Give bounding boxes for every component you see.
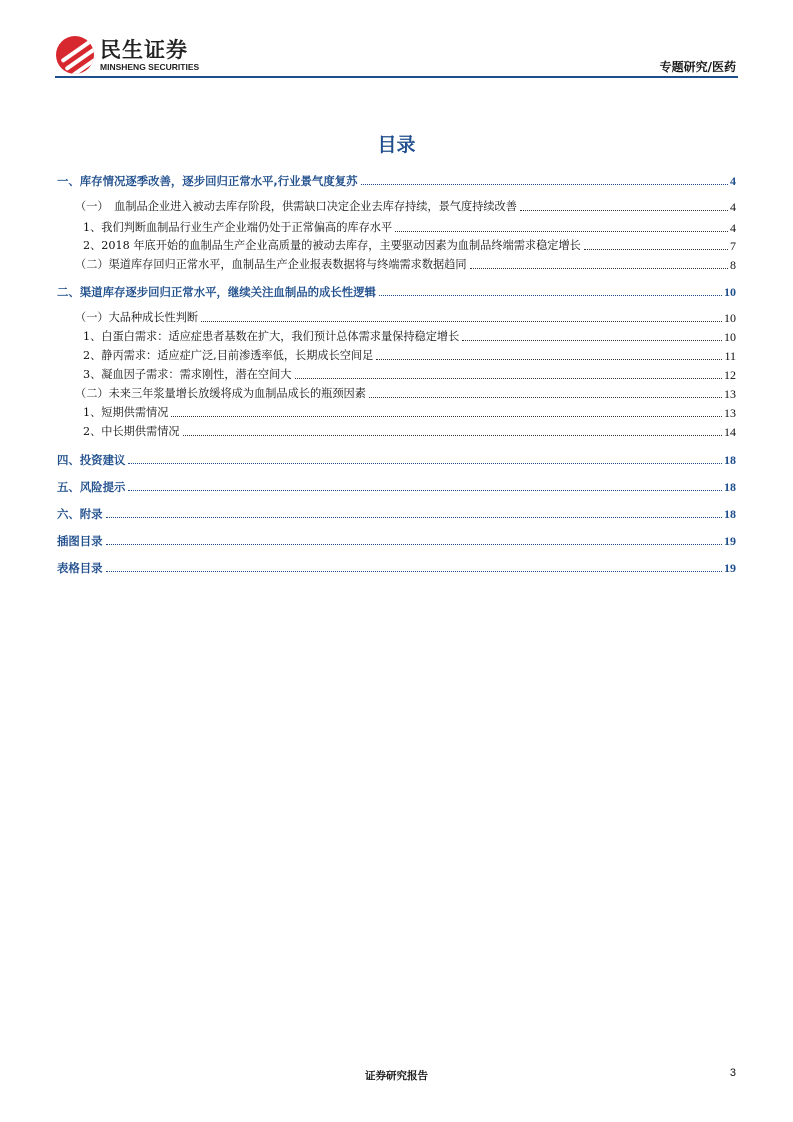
toc-entry-page[interactable]: 13 xyxy=(724,406,736,420)
dot-leader xyxy=(369,397,722,398)
dot-leader xyxy=(128,463,722,464)
toc-entry[interactable] xyxy=(83,368,736,382)
dot-leader xyxy=(470,268,728,269)
dot-leader xyxy=(295,378,723,379)
logo-name-en: MINSHENG SECURITIES xyxy=(100,62,200,72)
toc-entry[interactable] xyxy=(75,200,736,214)
toc-entry[interactable] xyxy=(83,425,736,439)
logo-name-cn: 民生证券 xyxy=(100,38,188,62)
toc-entry[interactable] xyxy=(57,285,736,299)
toc-entry-page[interactable]: 4 xyxy=(730,174,736,188)
toc-entry-title[interactable]: （二）渠道库存回归正常水平，血制品生产企业报表数据将与终端需求数据趋同 xyxy=(75,258,467,271)
toc-entry-page[interactable]: 8 xyxy=(730,258,736,272)
dot-leader xyxy=(183,435,722,436)
toc-entry[interactable] xyxy=(83,221,736,235)
dot-leader xyxy=(106,571,722,572)
toc-entry-title[interactable]: 插图目录 xyxy=(57,534,103,548)
toc-entry-page[interactable]: 19 xyxy=(724,561,736,575)
dot-leader xyxy=(201,321,722,322)
logo-mark-icon xyxy=(56,36,94,74)
page-title: 目录 xyxy=(377,134,416,156)
toc-entry-page[interactable]: 18 xyxy=(724,480,736,494)
toc-entry-title[interactable]: 2、2018 年底开始的血制品生产企业高质量的被动去库存，主要驱动因素为血制品终端需求稳定增长 xyxy=(83,239,581,252)
toc-entry[interactable] xyxy=(83,349,736,363)
dot-leader xyxy=(395,231,728,232)
toc-entry-title[interactable]: 五、风险提示 xyxy=(57,480,126,494)
toc-entry[interactable] xyxy=(57,534,736,548)
dot-leader xyxy=(171,416,722,417)
toc-entry-title[interactable]: （二）未来三年浆量增长放缓将成为血制品成长的瓶颈因素 xyxy=(75,387,366,400)
toc-entry-page[interactable]: 18 xyxy=(724,453,736,467)
toc-entry[interactable] xyxy=(83,239,736,253)
toc-entry-title[interactable]: 一、库存情况逐季改善，逐步回归正常水平,行业景气度复苏 xyxy=(57,174,358,188)
toc-entry-title[interactable]: （一） 血制品企业进入被动去库存阶段，供需缺口决定企业去库存持续，景气度持续改善 xyxy=(75,200,517,213)
dot-leader xyxy=(106,544,722,545)
toc-entry-page[interactable]: 18 xyxy=(724,507,736,521)
toc-entry-title[interactable]: 1、短期供需情况 xyxy=(83,406,169,419)
toc-entry-page[interactable]: 11 xyxy=(724,349,736,363)
toc-entry-title[interactable]: 1、白蛋白需求：适应症患者基数在扩大，我们预计总体需求量保持稳定增长 xyxy=(83,330,460,343)
toc-entry-page[interactable]: 7 xyxy=(730,239,736,253)
toc-entry[interactable] xyxy=(75,387,736,401)
toc-entry-page[interactable]: 10 xyxy=(724,330,736,344)
toc-entry[interactable] xyxy=(57,480,736,494)
dot-leader xyxy=(128,490,722,491)
dot-leader xyxy=(361,184,729,185)
toc-entry-title[interactable]: 四、投资建议 xyxy=(57,453,126,467)
dot-leader xyxy=(462,340,722,341)
dot-leader xyxy=(520,210,728,211)
toc-entry-page[interactable]: 12 xyxy=(724,368,736,382)
toc-entry[interactable] xyxy=(57,453,736,467)
toc-entry-page[interactable]: 10 xyxy=(724,285,736,299)
page-number: 3 xyxy=(729,1067,736,1079)
dot-leader xyxy=(106,517,722,518)
toc-entry[interactable] xyxy=(83,406,736,420)
dot-leader xyxy=(379,295,722,296)
toc-entry-title[interactable]: （一）大品种成长性判断 xyxy=(75,311,199,324)
toc-entry-title[interactable]: 六、附录 xyxy=(57,507,103,521)
toc-entry-title[interactable]: 表格目录 xyxy=(57,561,103,575)
dot-leader xyxy=(584,249,728,250)
company-logo xyxy=(56,36,199,74)
footer-label: 证券研究报告 xyxy=(365,1070,428,1082)
toc-entry-page[interactable]: 4 xyxy=(730,221,736,235)
toc-entry[interactable] xyxy=(75,258,736,272)
toc-entry-title[interactable]: 二、渠道库存逐步回归正常水平，继续关注血制品的成长性逻辑 xyxy=(57,285,376,299)
toc-entry[interactable] xyxy=(75,311,736,325)
dot-leader xyxy=(376,359,722,360)
toc-entry-title[interactable]: 2、静丙需求：适应症广泛,目前渗透率低，长期成长空间足 xyxy=(83,349,374,362)
report-category: 专题研究/医药 xyxy=(659,60,736,74)
toc-entry[interactable] xyxy=(57,507,736,521)
toc-entry[interactable] xyxy=(57,561,736,575)
toc-entry-page[interactable]: 14 xyxy=(724,425,736,439)
toc-entry-page[interactable]: 19 xyxy=(724,534,736,548)
toc-entry-title[interactable]: 2、中长期供需情况 xyxy=(83,425,180,438)
toc-entry-title[interactable]: 3、凝血因子需求：需求刚性，潜在空间大 xyxy=(83,368,292,381)
toc-entry-page[interactable]: 10 xyxy=(724,311,736,325)
toc-entry[interactable] xyxy=(83,330,736,344)
toc-entry-page[interactable]: 4 xyxy=(730,200,736,214)
header-divider xyxy=(55,76,738,78)
toc-entry-page[interactable]: 13 xyxy=(724,387,736,401)
toc-entry[interactable] xyxy=(57,174,736,188)
toc-entry-title[interactable]: 1、我们判断血制品行业生产企业端仍处于正常偏高的库存水平 xyxy=(83,221,393,234)
